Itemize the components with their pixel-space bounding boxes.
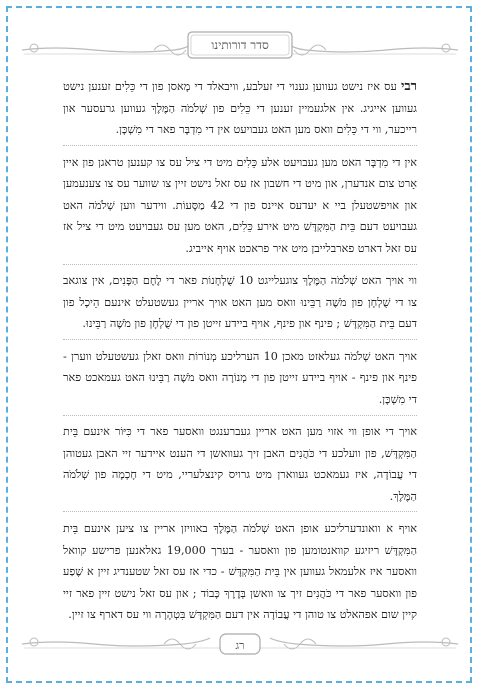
paragraph-text: ווי אויך האט שְׁלֹמֹה הַמֶּלֶךְ צוגעלייגט 10 שֻׁלְחָנוֹת פאר די לֶחֶם הַפָּנִים, אין צוגאב צו די שֻׁלְחָן פון מֹשֶׁה רַבֵּינוּ וואס מען האט אויך אריין געשטעלט אינעם הֵיכָל פון דעם בֵּית הַמִּקְדָּשׁ ; פינף און פינף, אויף ביידע זייטן פון די שֻׁלְחָן פון מֹשֶׁה רַבֵּינוּ. [63,274,417,330]
paragraph-divider [63,145,417,146]
paragraph [63,518,417,626]
paragraph [63,270,417,335]
paragraph [63,76,417,141]
paragraph-divider [63,511,417,512]
page-title: סדר דורותינו [211,37,269,52]
paragraph-text: אויך האט שְׁלֹמֹה געלאזט מאכן 10 הערליכע מְנוֹרוֹת וואס זאלן געשטעלט ווערן - פינף און פינף - אויף ביידע זייטן פון די מְנוֹרָה וואס מֹשֶׁה רַבֵּינוּ האט געמאכט פאר די מִשְׁכָּן. [63,349,417,406]
article-body [63,76,417,637]
paragraph-text: אין די מִדְבָּר האט מען געבויעט אלע כֵּלִים מיט די ציל עס צו קענען טראגן פון איין אָרט צום אנדערן, און מיט די חשבון אז עס זאל נישט זיין צו שווער עס צו צענעמען און אויפשטעלן ביי א יעדעס איינס פון די 42 מַסָּעוֹת. ווידער ווען שְׁלֹמֹה האט געבויעט דעם בֵּית הַמִּקְדָּשׁ מיט אירע כֵּלִים, האט מען עס געבויעט מיט די ציל אז עס זאל דארט פארבלייבן מיט איר פראכט אויף אייביג. [63,155,417,255]
paragraph-text: אויך די אופן ווי אזוי מען האט אריין געברענגט וואסער פאר די כִּיּוֹר אינעם בֵּית הַמִּקְדָּשׁ, פון וועלכע די כֹּהֲנִים האבן זיך געוואשן די הענט איידער זיי האבן געטוהן די עֲבוֹדָה, איז געמאכט געווארן מיט גרויס קינצלעריי, מיט די חָכְמָה פון שְׁלֹמֹה הַמֶּלֶךְ. [63,425,417,503]
paragraph-divider [63,415,417,416]
paragraph-divider [63,264,417,265]
paragraph [63,346,417,411]
paragraph-divider [63,339,417,340]
paragraph [63,421,417,507]
paragraph [63,152,417,260]
paragraph-text: אויף א וואונדערליכע אופן האט שְׁלֹמֹה הַמֶּלֶךְ באוויזן אריין צו ציען אינעם בֵּית הַמִּקְדָּשׁ ריזיגע קוואנטומען פון וואסער - בערך 19,000 גאלאנען פרישע קוואל וואסער איז אלעמאל געווען אין בֵּית הַמִּקְדָּשׁ - כדי אז עס זאל שטענדיג זיין א שֶׁפַע פון וואסער פאר די כֹּהֲנִים זיך צו וואשן בְּדֶרֶךְ כָּבוֹד ; און עס זאל נישט זיין פאר זיי קיין שום אפהאלט צו טוהן די עֲבוֹדָה אין דעם הַמִּקְדָּשׁ בִּטְהָרָה ווי עס דארף צו זיין. [63,522,417,621]
page-number: רג [235,638,245,652]
paragraph-text: עס איז נישט געווען גענוי די זעלבע, וויבאלד די מָאסן פון די כֵּלִים זענען נישט געווען אייגיג. אין אלגעמיין זענען די כֵּלִים פון שְׁלֹמֹה הַמֶּלֶךְ געווען גרעסער און רייכער, ווי די כֵּלִים וואס מען האט געבויעט אין די מִדְבָּר פאר די מִשְׁכָּן. [63,80,417,136]
paragraph-lead-word: רבי [400,79,417,94]
